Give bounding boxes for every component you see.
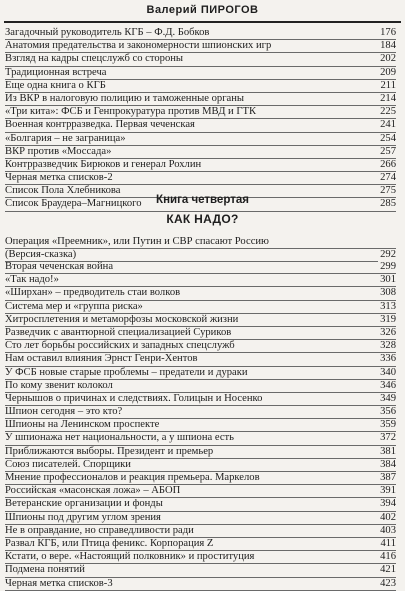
- toc-entry-title: Развал КГБ, или Птица феникс. Корпорация Z: [5, 537, 214, 549]
- toc-entry-page: 257: [380, 145, 396, 157]
- toc-entry[interactable]: [5, 353, 396, 366]
- toc-entry[interactable]: [5, 512, 396, 525]
- toc-entry[interactable]: [5, 133, 396, 146]
- toc-entry-title: У ФСБ новые старые проблемы – предатели и дураки: [5, 366, 248, 378]
- toc-entry-title: ВКР против «Моссада»: [5, 145, 112, 157]
- toc-entry-page: 372: [380, 432, 396, 444]
- toc-entry-page: 387: [380, 472, 396, 483]
- toc-entry-title: Не в оправдание, но справедливости ради: [5, 524, 194, 536]
- toc-entry[interactable]: [5, 67, 396, 80]
- header-rule: [4, 21, 401, 23]
- toc-entry-title: Анатомия предательства и закономерности шпионских игр: [5, 40, 272, 52]
- toc-entry-page: 340: [380, 366, 396, 378]
- toc-entry-title: «Три кита»: ФСБ и Генпрокуратура против МВД и ГТК: [5, 106, 257, 118]
- toc-entry-page: 402: [380, 511, 396, 523]
- toc-entry-title: Чернышов о причинах и следствиях. Голицын и Носенко: [5, 392, 263, 404]
- toc-entry-title: Мнение профессионалов и реакция премьера. Маркелов: [5, 472, 260, 483]
- toc-entry[interactable]: [5, 551, 396, 564]
- toc-entry-title: Взгляд на кадры спецслужб со стороны: [5, 53, 184, 65]
- toc-entry-page: 184: [380, 40, 396, 52]
- toc-entry-page: 346: [380, 379, 396, 391]
- toc-entry-page: 313: [380, 300, 396, 312]
- toc-entry-page: 176: [380, 27, 396, 38]
- toc-entry-page: 202: [380, 53, 396, 65]
- toc-entry-title: «Так надо!»: [5, 274, 59, 286]
- toc-entry-page: 308: [380, 287, 396, 299]
- toc-entry[interactable]: [5, 393, 396, 406]
- toc-entry-page: 403: [380, 524, 396, 536]
- toc-entry-page: 421: [380, 564, 396, 576]
- toc-entry-title: Ветеранские организации и фонды: [5, 498, 163, 510]
- toc-entry-title: Черная метка списков-2: [5, 172, 113, 184]
- toc-entry-title: Шпион сегодня – это кто?: [5, 406, 123, 418]
- toc-entry[interactable]: [5, 340, 396, 353]
- toc-entry-page: 301: [380, 274, 396, 286]
- running-header-author: Валерий ПИРОГОВ: [146, 4, 259, 16]
- toc-entry[interactable]: [5, 538, 396, 551]
- toc-entry-title: Разведчик с авантюрной специализацией Суриков: [5, 326, 232, 338]
- toc-entry-title: Список Браудера–Магницкого: [5, 198, 142, 210]
- toc-section-1: [5, 27, 396, 212]
- toc-entry-title: (Версия-сказка): [5, 249, 77, 261]
- toc-entry-page: 266: [380, 158, 396, 170]
- toc-entry[interactable]: [5, 172, 396, 185]
- toc-entry-title: Российская «масонская ложа» – АБОП: [5, 485, 181, 497]
- toc-entry[interactable]: [5, 419, 396, 432]
- toc-entry[interactable]: [5, 432, 396, 445]
- toc-entry-title: Традиционная встреча: [5, 66, 107, 78]
- toc-entry[interactable]: [5, 301, 396, 314]
- toc-entry-title: Черная метка списков-3: [5, 577, 113, 589]
- toc-entry[interactable]: [5, 314, 396, 327]
- toc-entry-page: 214: [380, 92, 396, 104]
- toc-entry-title: Шпионы под другим углом зрения: [5, 511, 161, 523]
- toc-entry[interactable]: [5, 459, 396, 472]
- toc-entry[interactable]: [5, 119, 396, 132]
- toc-entry-title: Сто лет борьбы российских и западных спецслужб: [5, 340, 235, 352]
- toc-entry[interactable]: [5, 27, 396, 40]
- toc-entry[interactable]: [5, 525, 396, 538]
- toc-entry-page: 274: [380, 172, 396, 184]
- toc-entry-title: Загадочный руководитель КГБ – Ф.Д. Бобков: [5, 27, 210, 38]
- toc-entry-title: Военная контрразведка. Первая чеченская: [5, 119, 195, 131]
- toc-entry[interactable]: [5, 327, 396, 340]
- toc-entry[interactable]: [5, 236, 396, 249]
- book-part-subtitle: КАК НАДО?: [166, 212, 239, 226]
- toc-entry-title: Список Пола Хлебникова: [5, 185, 121, 197]
- toc-entry[interactable]: [5, 498, 396, 511]
- toc-entry[interactable]: [5, 261, 396, 274]
- toc-entry[interactable]: [5, 274, 396, 287]
- toc-entry-page: 319: [380, 313, 396, 325]
- toc-entry-title: Кстати, о вере. «Настоящий полковник» и проституция: [5, 551, 255, 563]
- toc-entry-page: 328: [380, 340, 396, 352]
- toc-entry-page: 411: [380, 537, 396, 549]
- toc-entry-title: Союз писателей. Спорщики: [5, 458, 131, 470]
- toc-entry-title: Операция «Преемник», или Путин и СВР спасают Россию: [5, 236, 269, 247]
- toc-entry-page: 391: [380, 485, 396, 497]
- toc-entry[interactable]: [5, 53, 396, 66]
- toc-entry-page: 241: [380, 119, 396, 131]
- book-part-title: Книга четвертая: [156, 194, 249, 206]
- toc-entry-page: 292: [380, 249, 396, 261]
- toc-entry-page: 254: [380, 132, 396, 144]
- toc-entry[interactable]: [5, 159, 396, 172]
- toc-entry-page: 326: [380, 326, 396, 338]
- toc-entry[interactable]: [5, 406, 396, 419]
- toc-entry-title: Шпионы на Ленинском проспекте: [5, 419, 160, 431]
- toc-entry-page: 285: [380, 198, 396, 210]
- toc-entry[interactable]: [5, 472, 396, 485]
- toc-entry[interactable]: [5, 80, 396, 93]
- toc-entry-title: Еще одна книга о КГБ: [5, 79, 106, 91]
- toc-entry[interactable]: [5, 287, 396, 300]
- toc-entry[interactable]: [5, 446, 396, 459]
- toc-entry[interactable]: [5, 578, 396, 591]
- toc-entry-page: 336: [380, 353, 396, 365]
- toc-entry-title: Подмена понятий: [5, 564, 85, 576]
- toc-entry-page: 211: [380, 79, 396, 91]
- toc-entry-page: 349: [380, 392, 396, 404]
- toc-entry[interactable]: [5, 146, 396, 159]
- toc-entry-page: 423: [380, 577, 396, 589]
- toc-entry-title: «Ширхан» – предводитель стаи волков: [5, 287, 181, 299]
- toc-entry[interactable]: [5, 564, 396, 577]
- toc-entry-title: Хитросплетения и метаморфозы московской жизни: [5, 313, 239, 325]
- toc-entry-page: 394: [380, 498, 396, 510]
- toc-section-2-lead: [5, 236, 396, 262]
- toc-entry-page: 381: [380, 445, 396, 457]
- toc-entry-page: 384: [380, 458, 396, 470]
- toc-entry-page: 359: [380, 419, 396, 431]
- toc-entry-page: 299: [380, 261, 396, 272]
- toc-entry-title: Из ВКР в налоговую полицию и таможенные органы: [5, 92, 245, 104]
- toc-entry-title: Система мер и «группа риска»: [5, 300, 143, 312]
- toc-entry-title: У шпионажа нет национальности, а у шпиона есть: [5, 432, 234, 444]
- toc-entry-title: Нам оставил влияния Эрнст Генри-Хентов: [5, 353, 198, 365]
- toc-entry-page: 356: [380, 406, 396, 418]
- toc-entry-page: 416: [380, 551, 396, 563]
- toc-entry-title: Приближаются выборы. Президент и премьер: [5, 445, 214, 457]
- toc-entry-page: 225: [380, 106, 396, 118]
- toc-entry[interactable]: [5, 367, 396, 380]
- toc-entry-page: 275: [380, 185, 396, 197]
- toc-entry-page: 209: [380, 66, 396, 78]
- toc-entry[interactable]: [5, 40, 396, 53]
- toc-entry[interactable]: [5, 93, 396, 106]
- toc-entry[interactable]: [5, 106, 396, 119]
- toc-entry-title: По кому звенит колокол: [5, 379, 113, 391]
- toc-entry-title: Вторая чеченская война: [5, 261, 114, 272]
- toc-entry-title: «Болгария – не заграница»: [5, 132, 126, 144]
- toc-entry-title: Контрразведчик Бирюков и генерал Рохлин: [5, 158, 202, 170]
- toc-entry[interactable]: [5, 485, 396, 498]
- toc-section-2: [5, 261, 396, 591]
- toc-entry[interactable]: [5, 380, 396, 393]
